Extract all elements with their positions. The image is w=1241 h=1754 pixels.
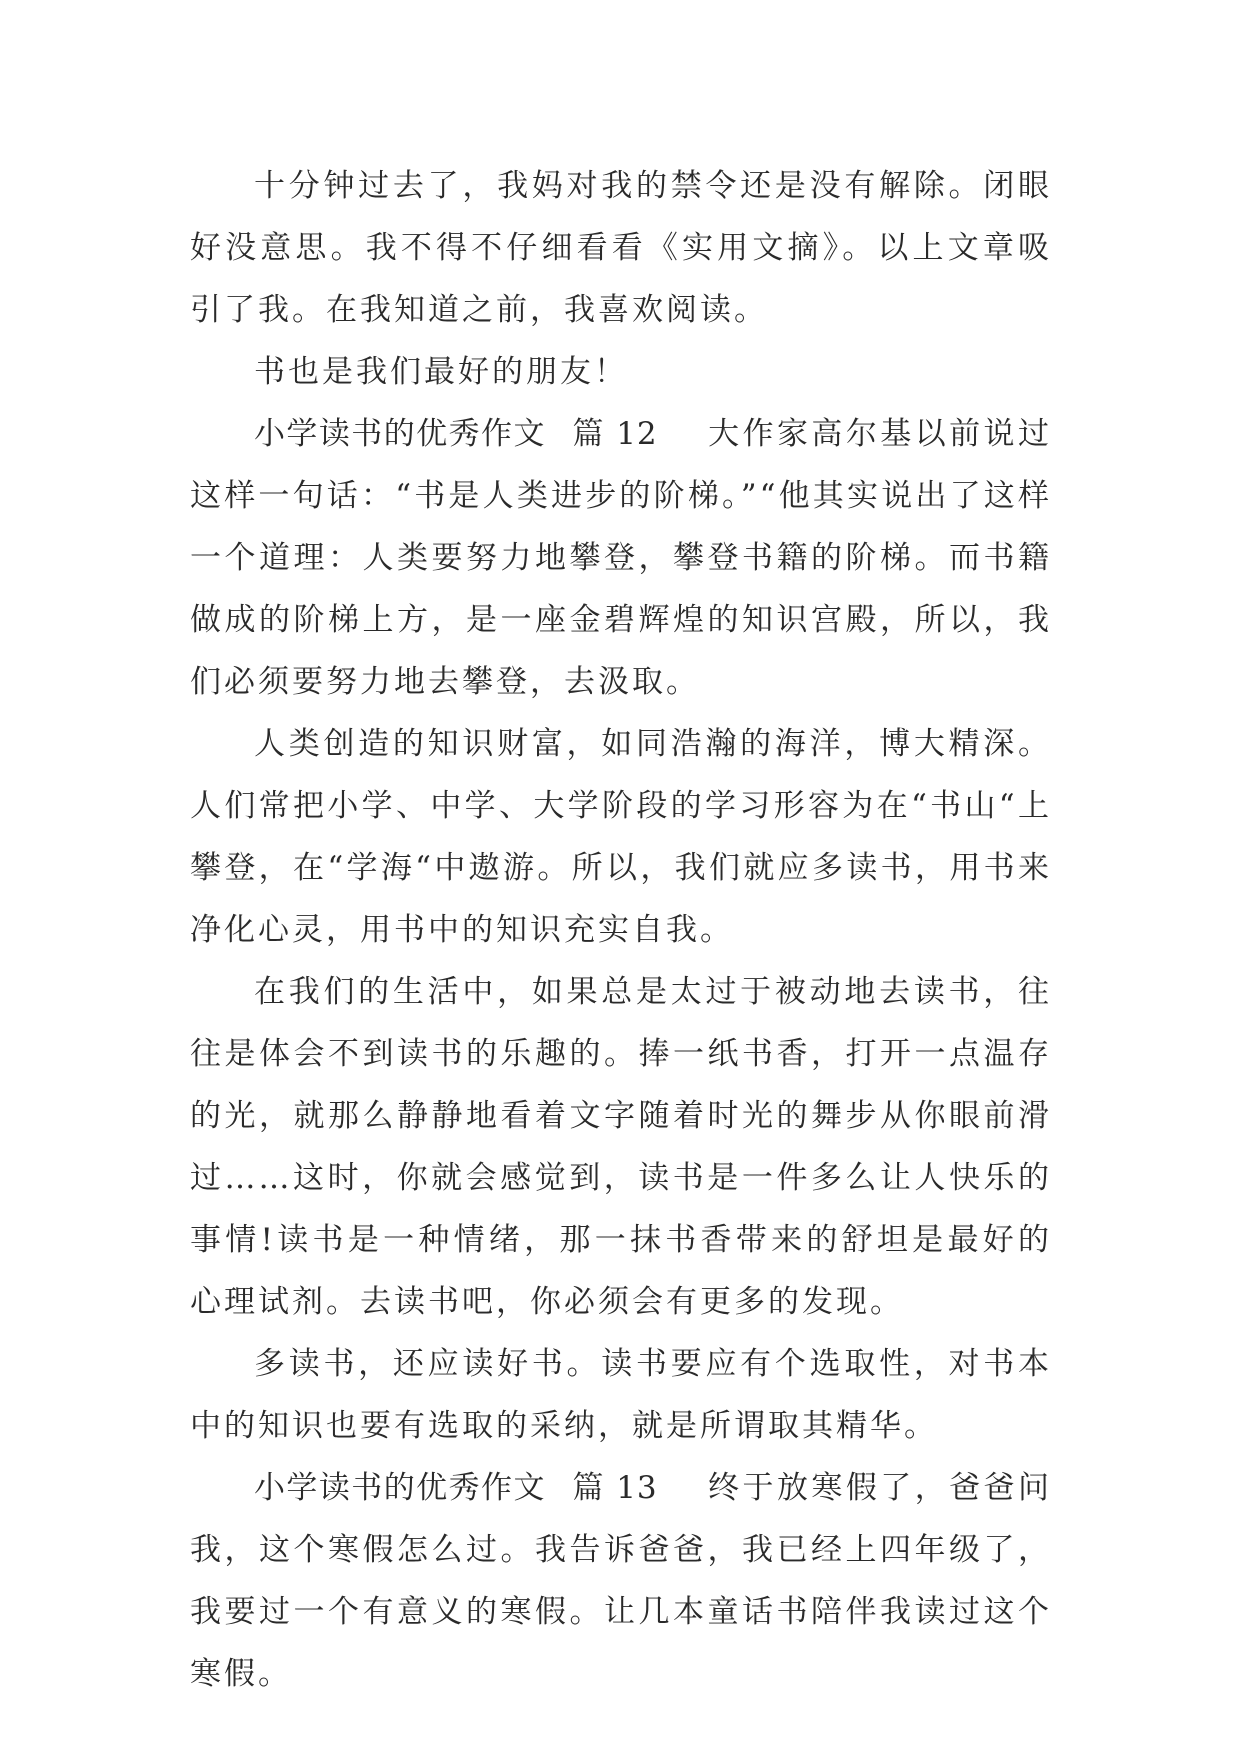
paragraph: 多读书，还应读好书。读书要应有个选取性，对书本中的知识也要有选取的采纳，就是所谓取其精华。 [190, 1346, 1052, 1444]
paragraph: 人类创造的知识财富，如同浩瀚的海洋，博大精深。人们常把小学、中学、大学阶段的学习形容为在“书山“上攀登，在“学海“中遨游。所以，我们就应多读书，用书来净化心灵，用书中的知识充实自我。 [190, 726, 1052, 948]
section-13-number: 篇 13 [572, 1470, 658, 1506]
section-13-text: 终于放寒假了，爸爸问我，这个寒假怎么过。我告诉爸爸，我已经上四年级了，我要过一个有意义的寒假。让几本童话书陪伴我读过这个寒假。 [190, 1470, 1052, 1692]
section-12-number: 篇 12 [572, 416, 658, 452]
section-12-title: 小学读书的优秀作文 [254, 416, 546, 452]
section-13-first-paragraph [190, 1457, 1052, 1705]
section-12-first-paragraph [190, 403, 1052, 713]
section-13-title: 小学读书的优秀作文 [254, 1470, 546, 1506]
paragraph: 在我们的生活中，如果总是太过于被动地去读书，往往是体会不到读书的乐趣的。捧一纸书香，打开一点温存的光，就那么静静地看着文字随着时光的舞步从你眼前滑过……这时，你就会感觉到，读书是一件多么让人快乐的事情!读书是一种情绪，那一抹书香带来的舒坦是最好的心理试剂。去读书吧，你必须会有更多的发现。 [190, 974, 1052, 1320]
section-12-text: 大作家高尔基以前说过这样一句话：“书是人类进步的阶梯。”“他其实说出了这样一个道理：人类要努力地攀登，攀登书籍的阶梯。而书籍做成的阶梯上方，是一座金碧辉煌的知识宫殿，所以，我们必须要努力地去攀登，去汲取。 [190, 416, 1052, 700]
paragraph: 十分钟过去了，我妈对我的禁令还是没有解除。闭眼好没意思。我不得不仔细看看《实用文摘》。以上文章吸引了我。在我知道之前，我喜欢阅读。 [190, 168, 1052, 328]
document-body [190, 155, 1052, 1705]
paragraph: 书也是我们最好的朋友！ [254, 354, 628, 390]
